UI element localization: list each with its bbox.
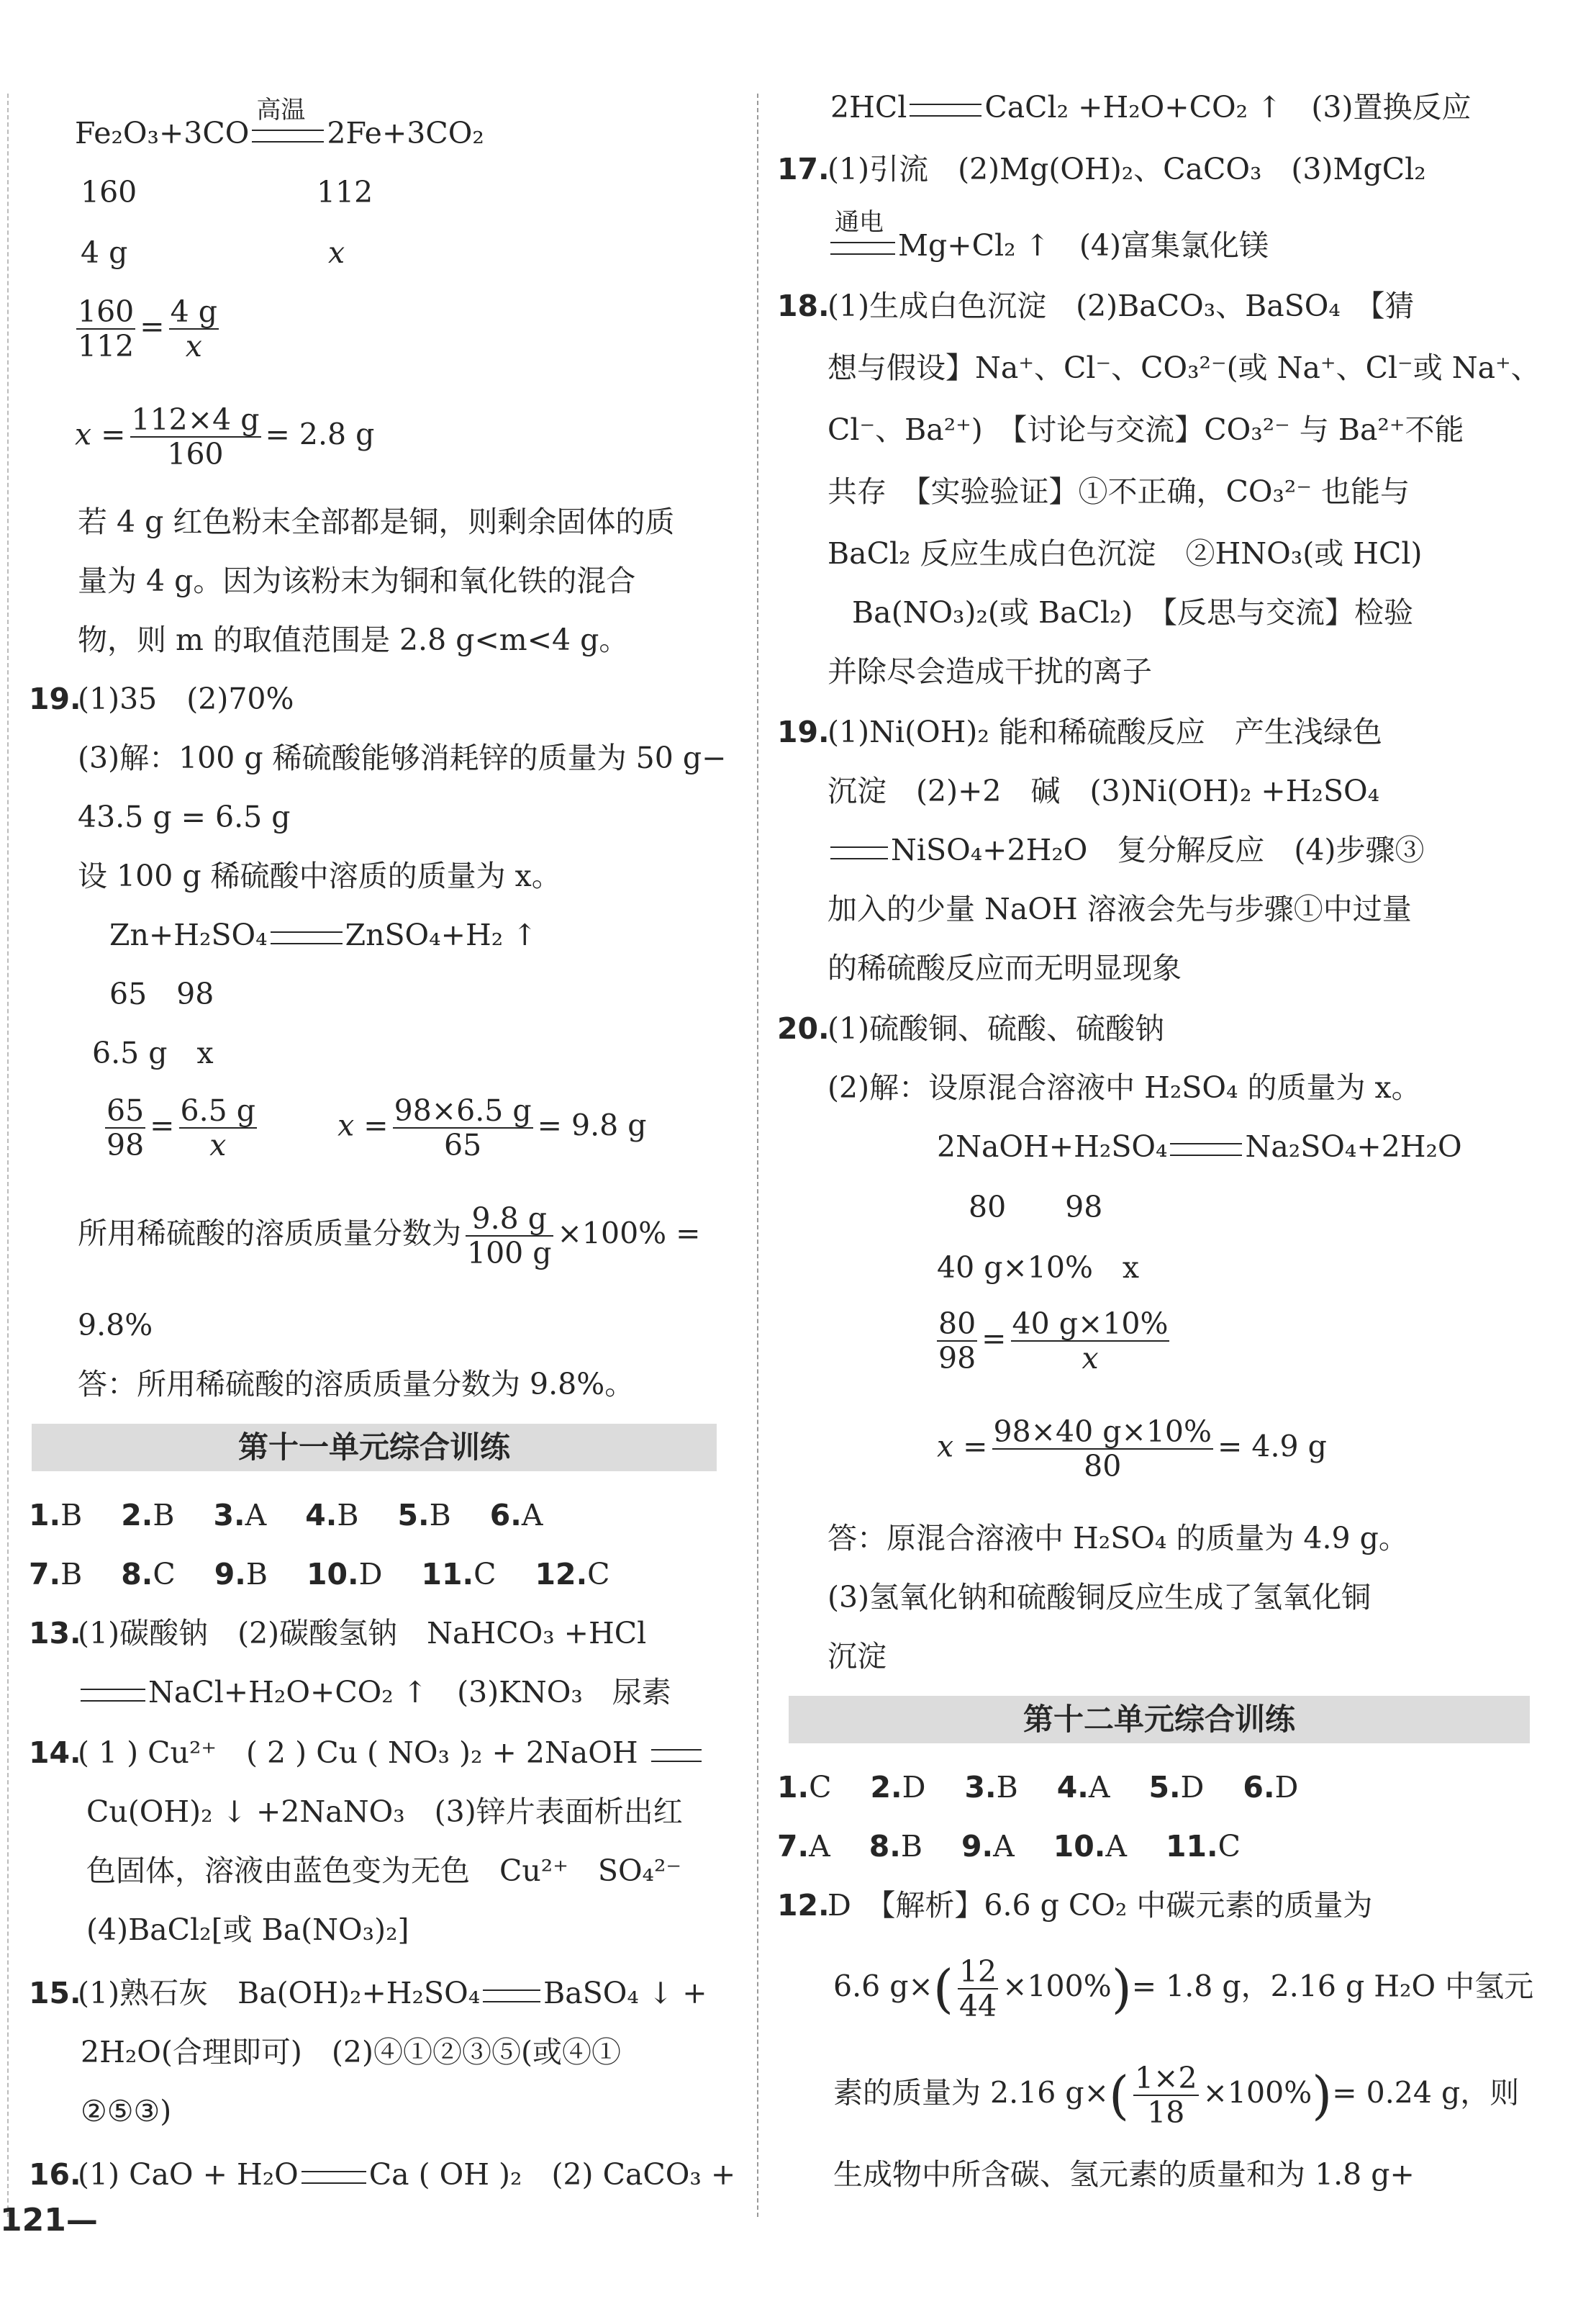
answer-text: 2H₂O(合理即可) (2)④①②③⑤(或④①	[81, 2035, 621, 2069]
choice-letter: C	[1218, 1829, 1241, 1864]
answer-text: 色固体，溶液由蓝色变为无色 Cu²⁺ SO₄²⁻	[86, 1853, 682, 1888]
choice-number: 9.	[214, 1557, 246, 1591]
answer-text: (1)硫酸铜、硫酸、硫酸钠	[828, 1011, 1165, 1046]
answer-text: (1)熟石灰 Ba(OH)₂+H₂SO₄ BaSO₄ ↓ +	[78, 1976, 707, 2010]
choice-letter: A	[1088, 1770, 1110, 1805]
answer-row-1	[29, 1497, 581, 1533]
paragraph: 量为 4 g。因为该粉末为铜和氧化铁的混合	[78, 564, 636, 598]
choice-letter: B	[996, 1770, 1018, 1805]
answer-text: (4)BaCl₂[或 Ba(NO₃)₂]	[86, 1912, 409, 1947]
section-header: 第十一单元综合训练	[32, 1424, 717, 1471]
answer-text: (3)解：100 g 稀硫酸能够消耗锌的质量为 50 g−	[78, 741, 727, 775]
choice-answer	[29, 1557, 82, 1591]
answer-text: (1) CaO + H₂O Ca ( OH )₂ (2) CaCO₃ +	[78, 2157, 736, 2192]
choice-number: 1.	[29, 1498, 61, 1532]
ratio-line: 160	[81, 175, 137, 209]
equals-sign: 通电	[830, 242, 895, 255]
choice-letter: A	[245, 1498, 267, 1532]
equals-sign	[830, 846, 888, 859]
proportion: $\frac{160}{112}$ = $\frac{4 g}{x}$	[78, 294, 217, 363]
answer-text: D 【解析】6.6 g CO₂ 中碳元素的质量为	[828, 1888, 1373, 1923]
answer-text: (1)碳酸钠 (2)碳酸氢钠 NaHCO₃ +HCl	[78, 1616, 647, 1650]
choice-letter: A	[521, 1498, 543, 1532]
answer-text: 生成物中所含碳、氢元素的质量和为 1.8 g+	[833, 2157, 1415, 2192]
equals-sign	[81, 1689, 145, 1702]
choice-number: 11.	[1165, 1829, 1218, 1864]
choice-letter: C	[587, 1557, 610, 1591]
answer-text: 设 100 g 稀硫酸中溶质的质量为 x。	[78, 859, 561, 893]
paragraph: 物，则 m 的取值范围是 2.8 g<m<4 g。	[78, 623, 629, 657]
question-number: 13.	[29, 1616, 81, 1650]
choice-letter: B	[153, 1498, 175, 1532]
choice-number: 5.	[1148, 1770, 1181, 1805]
answer-text: 想与假设】Na⁺、Cl⁻、CO₃²⁻(或 Na⁺、Cl⁻或 Na⁺、	[828, 351, 1541, 385]
answer-text: Cu(OH)₂ ↓ +2NaNO₃ (3)锌片表面析出红	[86, 1794, 683, 1829]
choice-number: 6.	[1243, 1770, 1275, 1805]
choice-answer	[121, 1557, 175, 1591]
choice-answer	[121, 1498, 174, 1532]
choice-letter: C	[473, 1557, 497, 1591]
answer-text: (1)生成白色沉淀 (2)BaCO₃、BaSO₄ 【猜	[828, 289, 1415, 323]
answer-text: (1)Ni(OH)₂ 能和稀硫酸反应 产生浅绿色	[828, 715, 1382, 749]
choice-number: 3.	[213, 1498, 245, 1532]
answer-row-2	[29, 1556, 649, 1592]
answer-text: 的稀硫酸反应而无明显现象	[828, 951, 1182, 985]
proportion: $\frac{80}{98}$ = $\frac{40 g\times 10\%}{x}$	[938, 1306, 1169, 1376]
answer-text: 答：原混合溶液中 H₂SO₄ 的质量为 4.9 g。	[828, 1521, 1408, 1555]
left-margin-divider	[7, 94, 9, 2217]
question-number: 15.	[29, 1976, 81, 2010]
choice-answer	[1148, 1770, 1204, 1805]
solution-x: x = $\frac{112\times 4 g}{160}$ = 2.8 g	[75, 402, 375, 471]
choice-number: 2.	[870, 1770, 902, 1805]
question-number: 20.	[777, 1011, 830, 1046]
answer-text: 加入的少量 NaOH 溶液会先与步骤①中过量	[828, 892, 1412, 926]
choice-letter: B	[245, 1557, 268, 1591]
mass-line: 40 g×10% x	[937, 1250, 1140, 1285]
mass-line: 6.5 g x	[92, 1036, 214, 1070]
choice-answer	[214, 1557, 268, 1591]
choice-answer	[964, 1770, 1017, 1805]
answer-row-1	[777, 1769, 1337, 1805]
choice-number: 3.	[964, 1770, 997, 1805]
choice-answer	[1166, 1829, 1241, 1864]
equals-sign	[1170, 1143, 1242, 1156]
choice-answer	[535, 1557, 610, 1591]
choice-answer	[307, 1557, 383, 1591]
choice-letter: D	[1274, 1770, 1299, 1805]
choice-answer	[777, 1770, 831, 1805]
choice-number: 5.	[397, 1498, 430, 1532]
choice-answer	[870, 1770, 925, 1805]
mass-line: 4 g	[81, 235, 128, 270]
answer-text: (1)引流 (2)Mg(OH)₂、CaCO₃ (3)MgCl₂	[828, 152, 1426, 186]
answer-text: 沉淀 (2)+2 碱 (3)Ni(OH)₂ +H₂SO₄	[828, 774, 1380, 808]
proportion: $\frac{65}{98}$ = $\frac{6.5 g}{x}$ x = $\frac{98\times 6.5 g}{65}$ = 9.8 g	[106, 1093, 647, 1162]
choice-letter: A	[809, 1829, 830, 1864]
choice-letter: D	[358, 1557, 383, 1591]
calc-line: 素的质量为 2.16 g×( $\frac{1\times 2}{18}$ ×100%)= 0.24 g，则	[833, 2061, 1520, 2130]
choice-number: 10.	[1053, 1829, 1106, 1864]
answer-text: 通电 Mg+Cl₂ ↑ (4)富集氯化镁	[828, 227, 1269, 263]
choice-answer	[1243, 1770, 1298, 1805]
choice-answer	[1057, 1770, 1110, 1805]
answer-text: 9.8%	[78, 1308, 153, 1342]
answer-text: (2)解：设原混合溶液中 H₂SO₄ 的质量为 x。	[828, 1070, 1421, 1105]
choice-letter: B	[429, 1498, 451, 1532]
answer-text: (1)35 (2)70%	[78, 682, 294, 716]
question-number: 16.	[29, 2157, 81, 2192]
choice-letter: B	[60, 1498, 83, 1532]
choice-letter: B	[337, 1498, 359, 1532]
answer-text: 2HCl CaCl₂ +H₂O+CO₂ ↑ (3)置换反应	[830, 90, 1472, 125]
choice-answer	[961, 1829, 1015, 1864]
choice-number: 10.	[306, 1557, 359, 1591]
choice-number: 4.	[1056, 1770, 1089, 1805]
answer-text: 答：所用稀硫酸的溶质质量分数为 9.8%。	[78, 1367, 635, 1401]
equation-naoh: 2NaOH+H₂SO₄ Na₂SO₄+2H₂O	[937, 1129, 1462, 1164]
answer-text: ( 1 ) Cu²⁺ ( 2 ) Cu ( NO₃ )₂ + 2NaOH	[78, 1735, 704, 1771]
choice-number: 6.	[489, 1498, 522, 1532]
page-number: 121—	[0, 2202, 98, 2239]
choice-letter: D	[902, 1770, 926, 1805]
question-number: 19.	[29, 682, 81, 716]
answer-text: 沉淀	[828, 1639, 887, 1674]
choice-answer	[397, 1498, 450, 1532]
choice-number: 8.	[869, 1829, 901, 1864]
equation-fe2o3: Fe₂O₃+3CO 高温 2Fe+3CO₂	[75, 95, 484, 150]
answer-text: Cl⁻、Ba²⁺) 【讨论与交流】CO₃²⁻ 与 Ba²⁺不能	[828, 412, 1464, 447]
equals-sign	[271, 931, 343, 944]
calc-line: 6.6 g×( $\frac{12}{44}$ ×100%)= 1.8 g，2.16 g H₂O 中氢元	[833, 1954, 1534, 2023]
question-number: 14.	[29, 1735, 81, 1770]
solution-x: x = $\frac{98\times 40 g\times 10\%}{80}$ = 4.9 g	[937, 1414, 1327, 1483]
question-number: 18.	[777, 289, 830, 323]
choice-letter: D	[1180, 1770, 1205, 1805]
choice-letter: C	[153, 1557, 176, 1591]
question-number: 12.	[777, 1888, 830, 1923]
answer-text: 并除尽会造成干扰的离子	[828, 654, 1152, 689]
choice-number: 7.	[29, 1557, 61, 1591]
answer-text: NiSO₄+2H₂O 复分解反应 (4)步骤③	[828, 832, 1424, 868]
choice-number: 7.	[777, 1829, 810, 1864]
ratio-line: 80 98	[969, 1190, 1103, 1224]
equals-sign	[301, 2171, 366, 2184]
answer-text: (3)氢氧化钠和硫酸铜反应生成了氢氧化铜	[828, 1580, 1371, 1614]
choice-number: 1.	[777, 1770, 810, 1805]
choice-answer	[214, 1498, 267, 1532]
answer-text: BaCl₂ 反应生成白色沉淀 ②HNO₃(或 HCl)	[828, 536, 1423, 571]
choice-number: 4.	[305, 1498, 337, 1532]
choice-answer	[777, 1829, 830, 1864]
choice-number: 11.	[421, 1557, 474, 1591]
answer-text: NaCl+H₂O+CO₂ ↑ (3)KNO₃ 尿素	[78, 1674, 671, 1710]
answer-text: Ba(NO₃)₂(或 BaCl₂) 【反思与交流】检验	[852, 595, 1413, 630]
ratio-line: 65 98	[109, 977, 214, 1011]
choice-number: 8.	[121, 1557, 153, 1591]
mass-line-b: x	[328, 235, 345, 270]
choice-letter: C	[809, 1770, 832, 1805]
choice-answer	[869, 1829, 922, 1864]
choice-number: 12.	[535, 1557, 588, 1591]
choice-letter: A	[1105, 1829, 1127, 1864]
equation-zn: Zn+H₂SO₄ ZnSO₄+H₂ ↑	[109, 918, 538, 952]
answer-row-2	[777, 1828, 1279, 1864]
section-header: 第十二单元综合训练	[789, 1696, 1530, 1743]
answer-text: 43.5 g = 6.5 g	[78, 800, 291, 834]
choice-answer	[490, 1498, 543, 1532]
choice-letter: B	[900, 1829, 922, 1864]
paragraph: 若 4 g 红色粉末全部都是铜，则剩余固体的质	[78, 505, 675, 539]
choice-answer	[305, 1498, 358, 1532]
equals-sign	[651, 1749, 702, 1762]
choice-answer	[29, 1498, 82, 1532]
percent-line: 所用稀硫酸的溶质质量分数为 $\frac{9.8 g}{100 g}$ ×100% =	[78, 1201, 701, 1270]
choice-answer	[422, 1557, 497, 1591]
answer-text: 共存 【实验验证】①不正确，CO₃²⁻ 也能与	[828, 474, 1410, 509]
question-number: 19.	[777, 715, 830, 749]
ratio-line-b: 112	[317, 175, 373, 209]
choice-number: 9.	[961, 1829, 994, 1864]
equals-sign: 高温	[252, 130, 324, 143]
answer-text: ②⑤③)	[81, 2094, 172, 2128]
equals-sign	[910, 104, 981, 117]
question-number: 17.	[777, 152, 830, 186]
equals-sign	[483, 1989, 540, 2002]
choice-number: 2.	[121, 1498, 153, 1532]
choice-letter: A	[993, 1829, 1015, 1864]
choice-answer	[1053, 1829, 1127, 1864]
column-divider	[757, 94, 758, 2217]
choice-letter: B	[60, 1557, 83, 1591]
